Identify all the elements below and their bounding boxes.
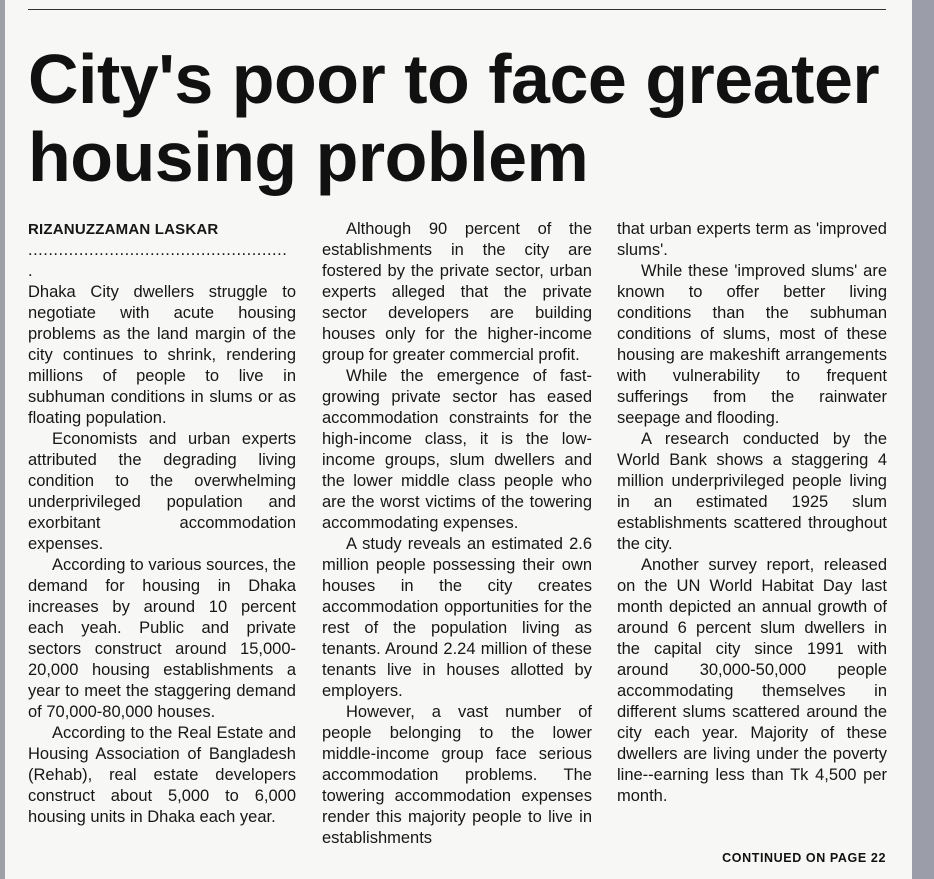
paragraph: A research conducted by the World Bank shows a staggering 4 million underprivileged people living in an estimated 1925 slum establishments scattered throughout the city. xyxy=(617,430,887,553)
paragraph: While the emergence of fast-growing private sector has eased accommodation constraints for the high-income class, it is the low-income groups, slum dwellers and the lower middle class people who are the worst victims of the towering accommodating expenses. xyxy=(322,367,592,532)
paragraph: A study reveals an estimated 2.6 million people possessing their own houses in the city creates accommodation opportunities for the rest of the population living as tenants. Around 2.24 million of these tenants live in houses allotted by employers. xyxy=(322,535,592,700)
paragraph: According to various sources, the demand for housing in Dhaka increases by around 10 percent each yeah. Public and private sectors construct around 15,000-20,000 housing establishments a year to meet the staggering demand of 70,000-80,000 houses. xyxy=(28,556,296,721)
byline-dot-line: . xyxy=(28,262,34,280)
paragraph: According to the Real Estate and Housing Association of Bangladesh (Rehab), real estate developers construct about 5,000 to 6,000 housing units in Dhaka each year. xyxy=(28,724,296,826)
headline-line-1: City's poor to face greater xyxy=(28,40,880,118)
article-column-3 xyxy=(617,219,887,807)
paragraph: While these 'improved slums' are known to offer better living conditions than the subhuman conditions of slums, most of these housing are makeshift arrangements with vulnerability to frequent sufferings from the rainwater seepage and flooding. xyxy=(617,262,887,427)
byline: RIZANUZZAMAN LASKAR xyxy=(28,221,219,238)
headline xyxy=(28,40,928,196)
byline-dots: ................................................... xyxy=(28,241,288,259)
article-column-1 xyxy=(28,219,296,828)
paragraph: Another survey report, released on the UN World Habitat Day last month depicted an annual growth of around 6 percent slum dwellers in the capital city since 1991 with around 30,000-50,000 people accommodating themselves in different slums scattered around the city each year. Majority of these dwellers are living under the poverty line--earning less than Tk 4,500 per month. xyxy=(617,556,887,805)
paragraph: Economists and urban experts attributed the degrading living condition to the overwhelming underprivileged population and exorbitant accommodation expenses. xyxy=(28,430,296,553)
paragraph: Dhaka City dwellers struggle to negotiate with acute housing problems as the land margin of the city continues to shrink, rendering millions of people to live in subhuman conditions in slums or as floating population. xyxy=(28,283,296,427)
continued-on-page: CONTINUED ON PAGE 22 xyxy=(722,851,886,865)
headline-line-2: housing problem xyxy=(28,118,589,196)
article-column-2 xyxy=(322,219,592,849)
top-rule xyxy=(28,9,886,10)
paragraph: that urban experts term as 'improved slums'. xyxy=(617,220,887,259)
paragraph: Although 90 percent of the establishments in the city are fostered by the private sector, urban experts alleged that the private sector developers are building houses only for the higher-income group for greater commercial profit. xyxy=(322,220,592,364)
paragraph: However, a vast number of people belonging to the lower middle-income group face serious accommodation problems. The towering accommodation expenses render this majority people to live in establishments xyxy=(322,703,592,847)
